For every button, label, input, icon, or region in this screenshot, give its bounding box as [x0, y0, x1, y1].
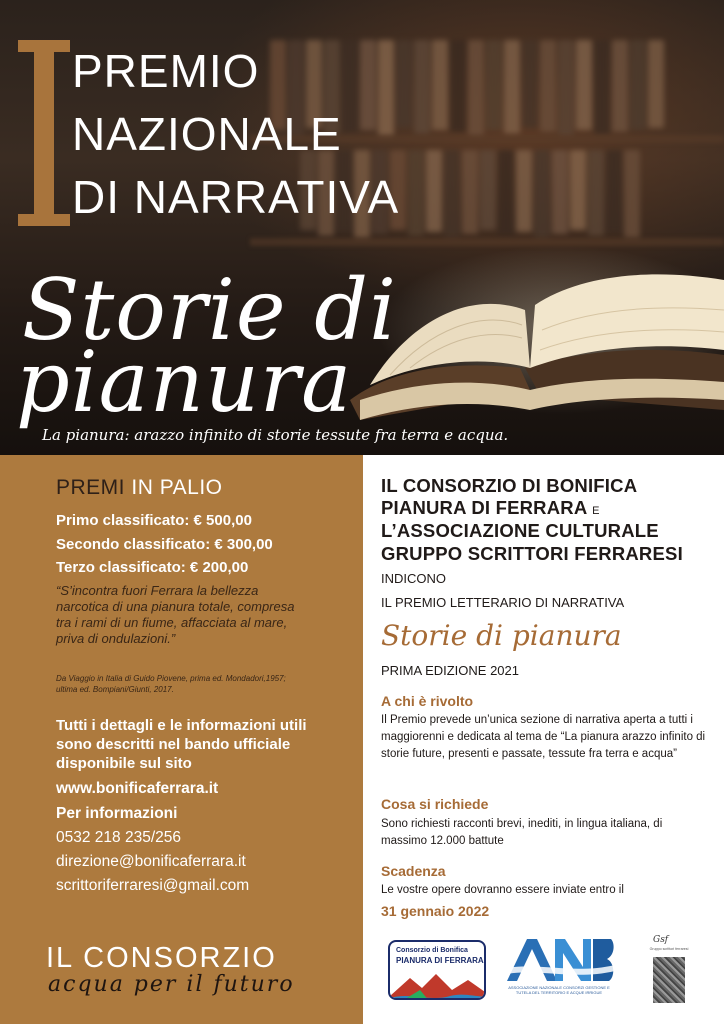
section-text-requirements: Sono richiesti racconti brevi, inediti, in lingua italiana, di massimo 12.000 battute — [381, 818, 663, 847]
script-title-small: Storie di pianura — [381, 619, 622, 652]
quote-source: Da Viaggio in Italia di Guido Piovene, prima ed. Mondadori,1957; ultima ed. Bompiani/Giunti, 2017. — [56, 674, 286, 694]
org-line-1: IL CONSORZIO DI BONIFICA — [381, 475, 638, 496]
org-line-4: GRUPPO SCRITTORI FERRARESI — [381, 543, 683, 564]
deadline-date: 31 gennaio 2022 — [381, 903, 490, 919]
email-scrittori[interactable]: scrittoriferraresi@gmail.com — [56, 877, 250, 894]
section-heading-target: A chi è rivolto — [381, 693, 474, 709]
gsf-logo — [647, 935, 691, 1007]
details-text: Tutti i dettagli e le informazioni utili sono descritti nel bando ufficiale disponibile sul sito — [56, 717, 307, 772]
website-link[interactable]: www.bonificaferrara.it — [56, 780, 219, 797]
gsf-mark: Gsf — [653, 935, 669, 945]
title-line-3: DI NARRATIVA — [72, 171, 400, 223]
anbi-mark-icon — [503, 935, 615, 985]
tagline: La pianura: arazzo infinito di storie tessute fra terra e acqua. — [42, 426, 509, 444]
shelf — [250, 238, 724, 246]
org-line-3: L’ASSOCIAZIONE CULTURALE — [381, 520, 659, 541]
prize-first: Primo classificato: € 500,00 — [56, 512, 252, 529]
title-line-1: PREMIO — [72, 45, 260, 97]
org-line-2 — [381, 497, 600, 519]
section-heading-deadline: Scadenza — [381, 863, 446, 879]
section-text-deadline: Le vostre opere dovranno essere inviate entro il — [381, 884, 624, 896]
anbi-caption: ASSOCIAZIONE NAZIONALE CONSORZI GESTIONE E TUTELA DEL TERRITORIO E ACQUE IRRIGUE — [508, 985, 610, 995]
phone-number[interactable]: 0532 218 235/256 — [56, 829, 181, 846]
landscape-icon — [390, 968, 486, 1000]
prizes-heading — [56, 476, 223, 500]
script-title-line-2: pianura — [16, 333, 353, 431]
info-label: Per informazioni — [56, 805, 178, 822]
prize-second: Secondo classificato: € 300,00 — [56, 536, 273, 553]
indicono-text: INDICONO — [381, 571, 446, 586]
section-heading-requirements: Cosa si richiede — [381, 796, 489, 812]
edition-text: PRIMA EDIZIONE 2021 — [381, 663, 519, 678]
prizes-panel — [0, 455, 363, 1024]
gsf-caption: Gruppo scrittori ferraresi — [649, 947, 689, 951]
prizes-heading-part1: PREMI — [56, 476, 126, 499]
announcement-panel — [363, 455, 724, 1024]
prize-third: Terzo classificato: € 200,00 — [56, 559, 249, 576]
consorzio-footer-title: IL CONSORZIO — [46, 942, 277, 974]
script-title-line-1: Storie di — [22, 261, 397, 359]
anbi-logo — [503, 935, 615, 1001]
bonifica-logo — [388, 940, 486, 1000]
prizes-heading-part2: IN PALIO — [131, 476, 223, 499]
section-text-target: Il Premio prevede un’unica sezione di narrativa aperta a tutti i maggiorenni e dedicata al tema de “La pianura arazzo infinito di storie future, presenti e passate, tessute fra terra e acqua” — [381, 714, 706, 760]
bonifica-logo-line-1: Consorzio di Bonifica — [396, 947, 468, 954]
org-line-2-suffix: E — [592, 505, 600, 517]
gsf-picture — [653, 957, 685, 1003]
quote-text: “S’incontra fuori Ferrara la bellezza narcotica di una pianura totale, compresa tra i rami di un fiume, affacciata al mare, priva di ondulazioni.” — [56, 583, 295, 646]
bonifica-logo-line-2: PIANURA DI FERRARA — [396, 956, 484, 965]
org-line-2-text: PIANURA DI FERRARA — [381, 497, 587, 518]
premio-line: IL PREMIO LETTERARIO DI NARRATIVA — [381, 595, 625, 610]
title-line-2: NAZIONALE — [72, 108, 342, 160]
roman-numeral-one — [18, 40, 70, 226]
email-direzione[interactable]: direzione@bonificaferrara.it — [56, 853, 246, 870]
consorzio-motto: acqua per il futuro — [48, 972, 295, 997]
hero-banner — [0, 0, 724, 455]
